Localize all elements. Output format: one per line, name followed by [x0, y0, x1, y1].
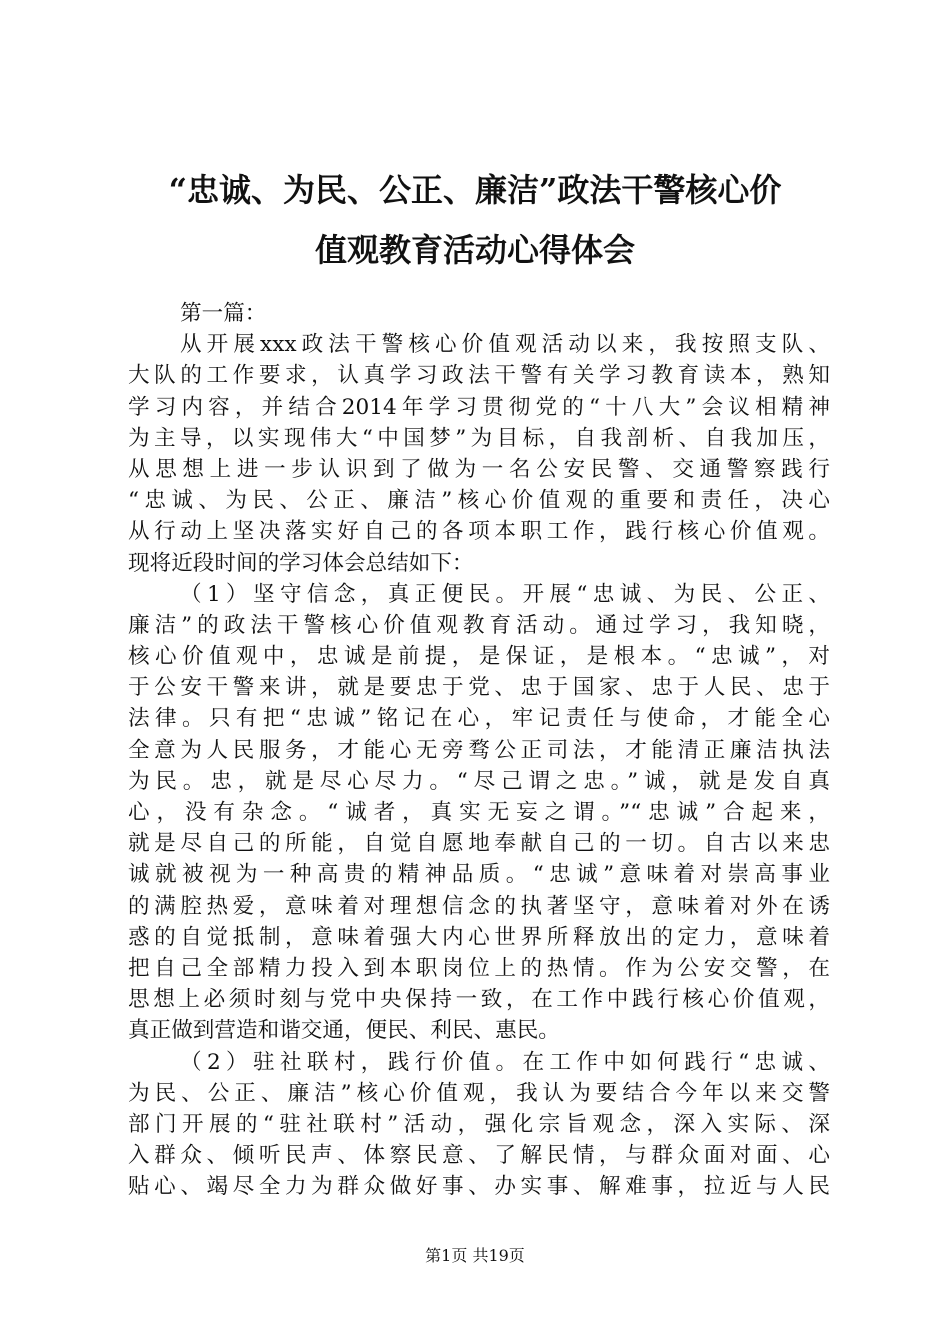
body-line: （1）坚守信念，真正便民。开展“忠诚、为民、公正、 — [180, 581, 830, 607]
body-line: 入群众、倾听民声、体察民意、了解民情，与群众面对面、心 — [128, 1143, 830, 1169]
document-body — [128, 298, 830, 1202]
body-line: 廉洁”的政法干警核心价值观教育活动。通过学习，我知晓， — [128, 612, 830, 638]
body-line: 大队的工作要求，认真学习政法干警有关学习教育读本，熟知 — [128, 363, 830, 389]
body-line: 现将近段时间的学习体会总结如下： — [128, 550, 474, 576]
section-heading: 第一篇： — [180, 301, 267, 326]
body-line: 于公安干警来讲，就是要忠于党、忠于国家、忠于人民、忠于 — [128, 675, 830, 701]
body-line: 为主导，以实现伟大“中国梦”为目标，自我剖析、自我加压， — [128, 425, 830, 451]
body-line: 思想上必须时刻与党中央保持一致，在工作中践行核心价值观， — [128, 987, 830, 1013]
body-line: 贴心、竭尽全力为群众做好事、办实事、解难事，拉近与人民 — [128, 1174, 830, 1200]
body-line: “忠诚、为民、公正、廉洁”核心价值观的重要和责任，决心 — [128, 488, 830, 514]
body-line: 从开展xxx政法干警核心价值观活动以来，我按照支队、 — [180, 332, 830, 358]
body-line: 惑的自觉抵制，意味着强大内心世界所释放出的定力，意味着 — [128, 924, 830, 950]
body-line: 法律。只有把“忠诚”铭记在心，牢记责任与使命，才能全心 — [128, 706, 830, 732]
body-line: 诚就被视为一种高贵的精神品质。“忠诚”意味着对崇高事业 — [128, 862, 830, 888]
page-number-footer: 第1页 共19页 — [425, 1246, 525, 1265]
body-line: 从行动上坚决落实好自己的各项本职工作，践行核心价值观。 — [128, 519, 830, 545]
body-line: 为民。忠，就是尽心尽力。“尽己谓之忠。”诚，就是发自真 — [128, 768, 830, 794]
body-line: 学习内容，并结合2014年学习贯彻党的“十八大”会议相精神 — [128, 394, 830, 420]
body-line: 部门开展的“驻社联村”活动，强化宗旨观念，深入实际、深 — [128, 1111, 830, 1137]
title-line: “忠诚、为民、公正、廉洁”政法干警核心价 — [168, 171, 782, 209]
body-line: 把自己全部精力投入到本职岗位上的热情。作为公安交警，在 — [128, 955, 830, 981]
body-line: 心，没有杂念。“诚者，真实无妄之谓。”“忠诚”合起来， — [128, 800, 830, 825]
title-line: 值观教育活动心得体会 — [314, 231, 635, 269]
body-line: 全意为人民服务，才能心无旁骛公正司法，才能清正廉洁执法 — [128, 737, 830, 763]
body-line: 真正做到营造和谐交通，便民、利民、惠民。 — [128, 1018, 560, 1044]
body-line: 从思想上进一步认识到了做为一名公安民警、交通警察践行 — [128, 456, 830, 482]
body-line: 为民、公正、廉洁”核心价值观，我认为要结合今年以来交警 — [128, 1080, 830, 1106]
body-line: 核心价值观中，忠诚是前提，是保证，是根本。“忠诚”，对 — [128, 644, 830, 670]
body-line: 就是尽自己的所能，自觉自愿地奉献自己的一切。自古以来忠 — [128, 831, 830, 857]
body-line: （2）驻社联村，践行价值。在工作中如何践行“忠诚、 — [180, 1049, 830, 1075]
document-title — [120, 160, 830, 280]
body-line: 的满腔热爱，意味着对理想信念的执著坚守，意味着对外在诱 — [128, 893, 830, 919]
